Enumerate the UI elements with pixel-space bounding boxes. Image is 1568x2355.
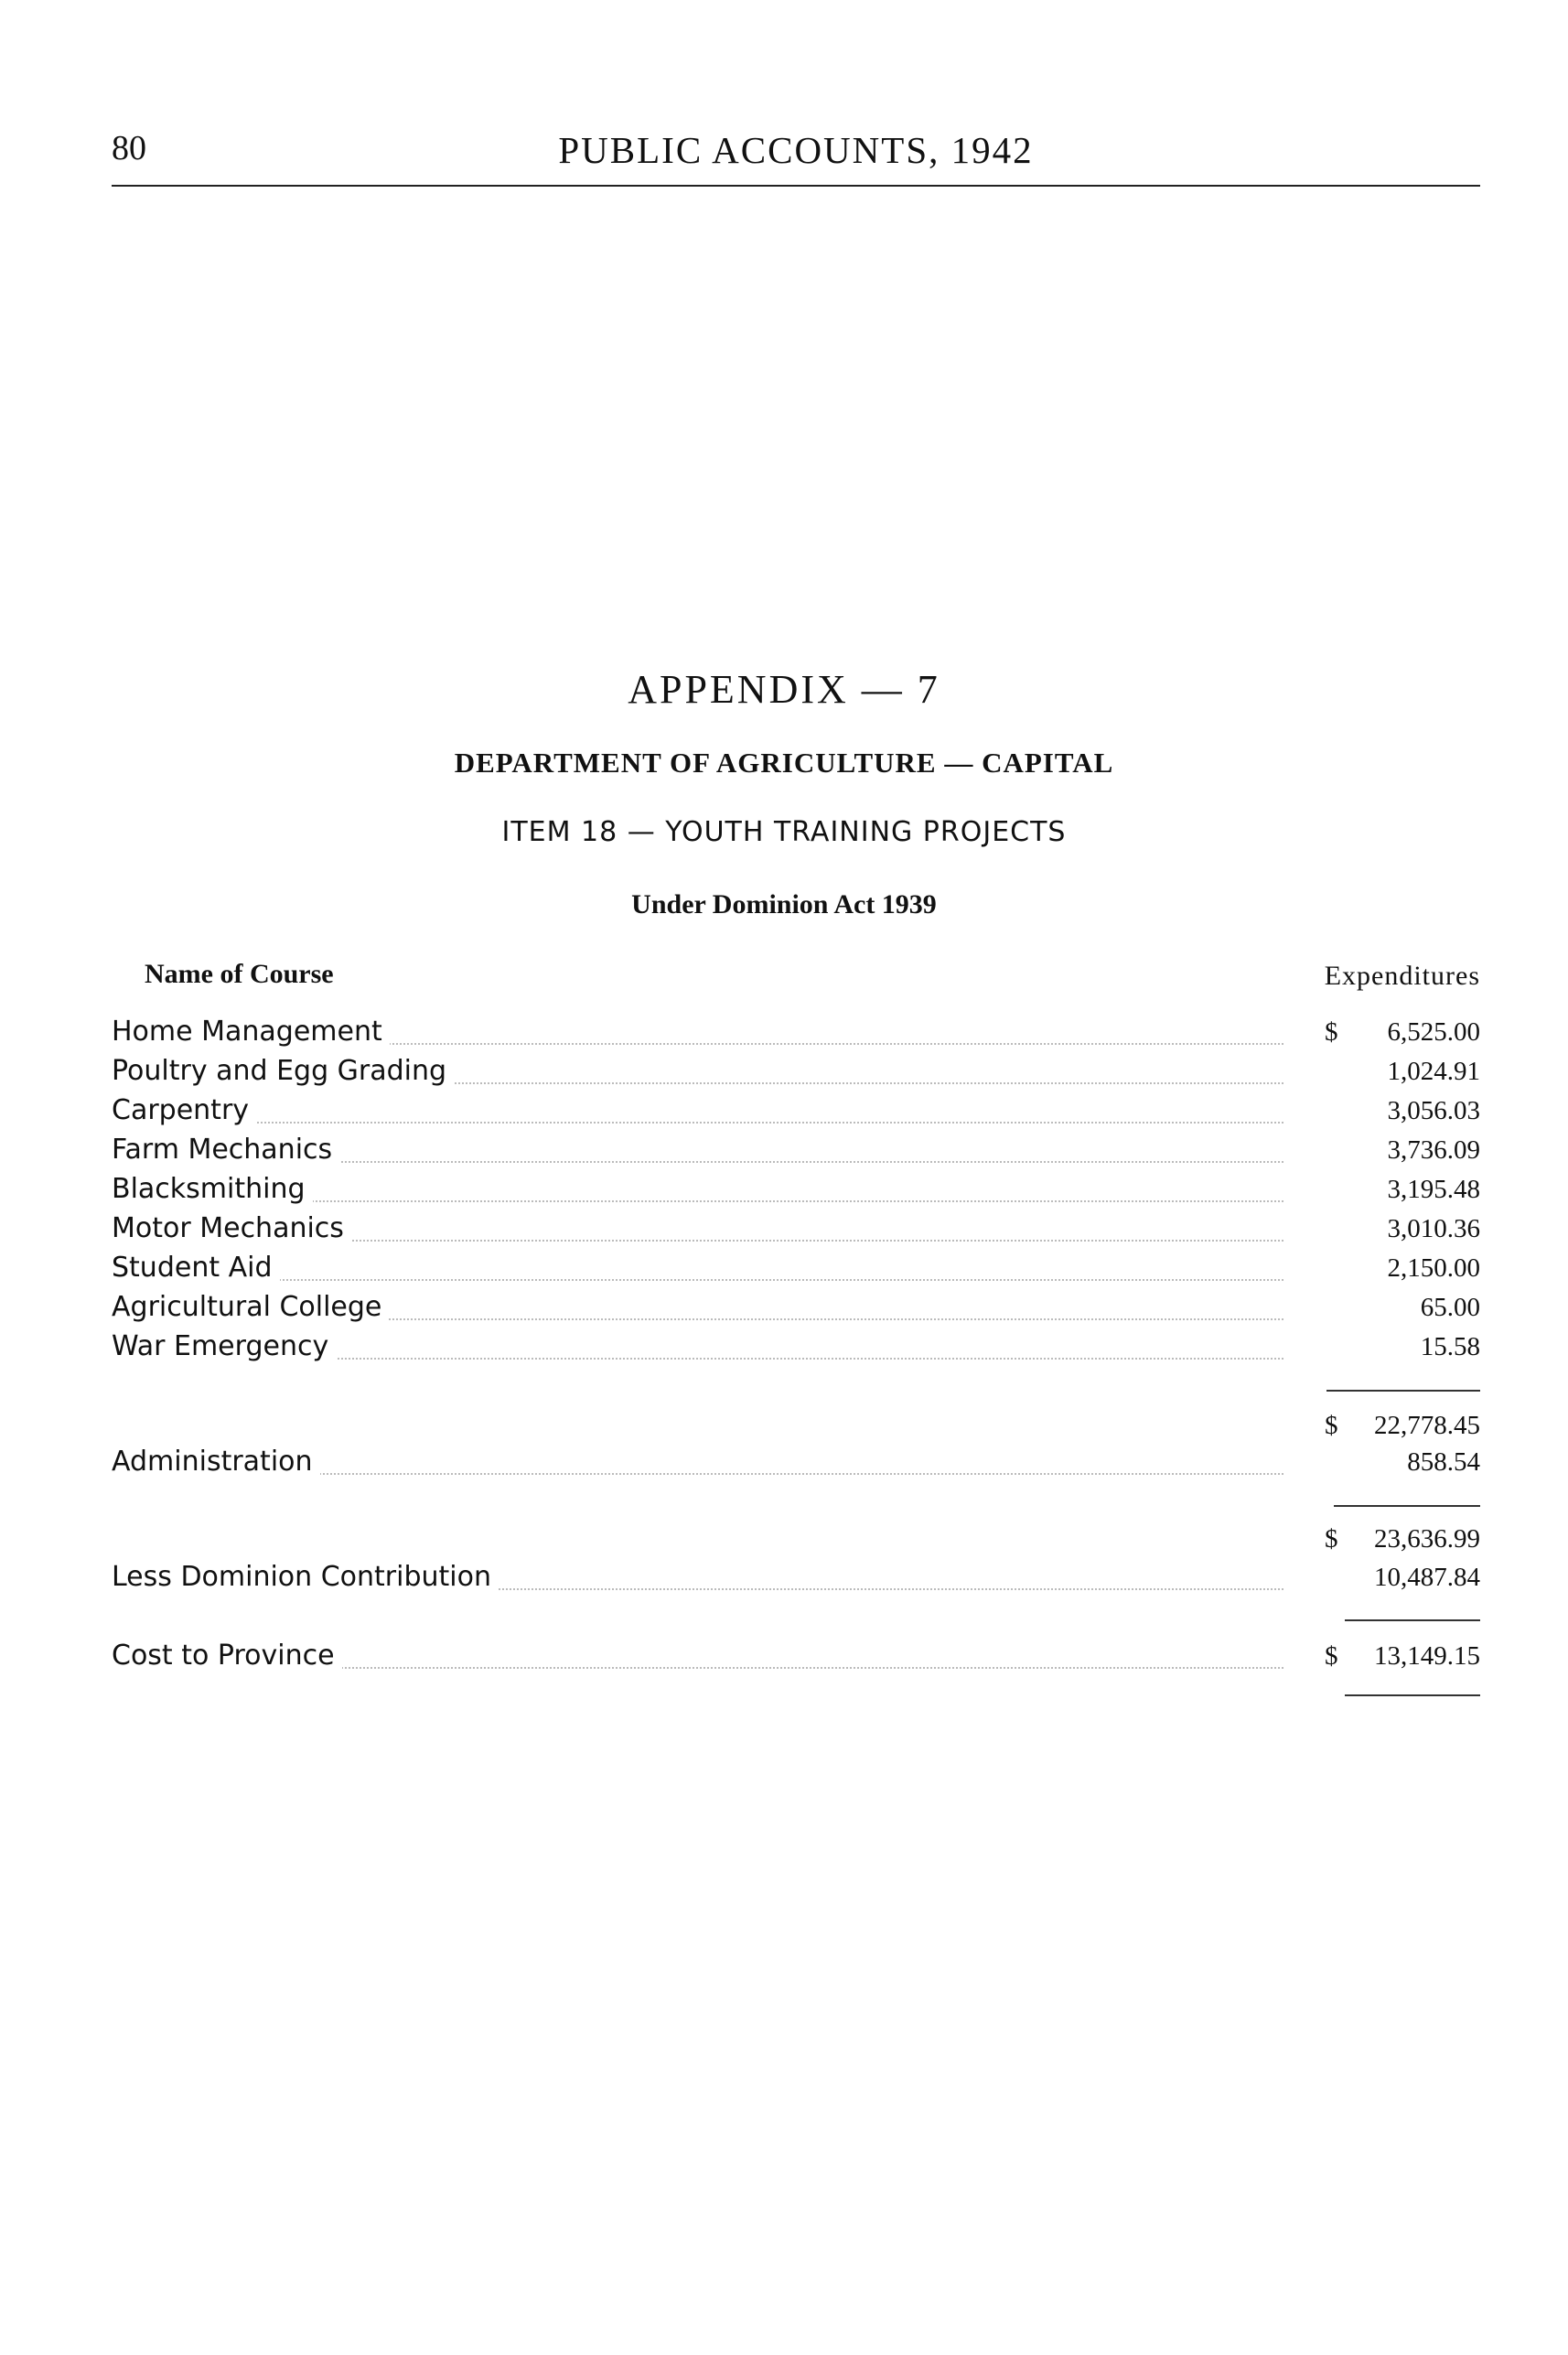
course-name: Motor Mechanics xyxy=(112,1212,351,1244)
item-title: ITEM 18 — YOUTH TRAINING PROJECTS xyxy=(501,816,1067,848)
course-name: Carpentry xyxy=(112,1094,256,1126)
page-number: 80 xyxy=(112,129,146,167)
page-header xyxy=(112,128,1480,183)
course-amount: 2,150.00 xyxy=(1387,1253,1480,1283)
subtotal-row xyxy=(112,1409,1480,1447)
course-name: War Emergency xyxy=(112,1330,336,1362)
course-name: Poultry and Egg Grading xyxy=(112,1055,454,1087)
dollar-sign: $ xyxy=(1325,1017,1338,1047)
table-row xyxy=(112,1173,1480,1211)
subtotal-amount: 22,778.45 xyxy=(1374,1411,1480,1440)
column-header-name: Name of Course xyxy=(145,959,334,989)
table-row xyxy=(112,1252,1480,1290)
header-rule xyxy=(112,185,1480,187)
department-title: DEPARTMENT OF AGRICULTURE — CAPITAL xyxy=(454,747,1114,779)
table-row xyxy=(112,1055,1480,1093)
administration-amount: 858.54 xyxy=(1407,1447,1480,1477)
subtotal-rule xyxy=(1334,1505,1480,1507)
course-amount: 6,525.00 xyxy=(1387,1017,1480,1047)
course-name: Agricultural College xyxy=(112,1291,389,1323)
total-row xyxy=(112,1640,1480,1678)
cost-to-province-amount: 13,149.15 xyxy=(1374,1641,1480,1671)
table-row xyxy=(112,1134,1480,1172)
total-double-rule xyxy=(1345,1694,1480,1696)
table-row xyxy=(112,1561,1480,1599)
table-row xyxy=(112,1094,1480,1133)
course-name: Home Management xyxy=(112,1016,390,1048)
subtotal-amount: 23,636.99 xyxy=(1374,1524,1480,1554)
dot-leader xyxy=(112,1279,1283,1281)
less-dominion-label: Less Dominion Contribution xyxy=(112,1561,499,1593)
table-row xyxy=(112,1446,1480,1484)
table-row xyxy=(112,1291,1480,1329)
table-row xyxy=(112,1212,1480,1251)
course-amount: 65.00 xyxy=(1420,1293,1480,1322)
act-title: Under Dominion Act 1939 xyxy=(631,889,937,919)
running-title: PUBLIC ACCOUNTS, 1942 xyxy=(558,129,1034,171)
less-dominion-amount: 10,487.84 xyxy=(1374,1563,1480,1592)
cost-to-province-label: Cost to Province xyxy=(112,1640,342,1672)
course-name: Farm Mechanics xyxy=(112,1134,339,1166)
course-amount: 15.58 xyxy=(1420,1332,1480,1361)
dot-leader xyxy=(112,1122,1283,1124)
column-header-expenditures: Expenditures xyxy=(1324,961,1480,991)
table-row xyxy=(112,1016,1480,1054)
course-amount: 3,736.09 xyxy=(1387,1135,1480,1165)
dollar-sign: $ xyxy=(1325,1411,1338,1440)
course-amount: 1,024.91 xyxy=(1387,1057,1480,1086)
course-amount: 3,195.48 xyxy=(1387,1175,1480,1204)
dollar-sign: $ xyxy=(1325,1641,1338,1671)
course-amount: 3,056.03 xyxy=(1387,1096,1480,1125)
dollar-sign: $ xyxy=(1325,1524,1338,1554)
course-name: Student Aid xyxy=(112,1252,280,1284)
table-row xyxy=(112,1330,1480,1369)
appendix-title: APPENDIX — 7 xyxy=(628,667,940,712)
course-amount: 3,010.36 xyxy=(1387,1214,1480,1243)
administration-label: Administration xyxy=(112,1446,320,1478)
total-rule xyxy=(1345,1619,1480,1621)
course-name: Blacksmithing xyxy=(112,1173,313,1205)
subtotal-row xyxy=(112,1522,1480,1561)
subtotal-rule xyxy=(1326,1390,1480,1392)
